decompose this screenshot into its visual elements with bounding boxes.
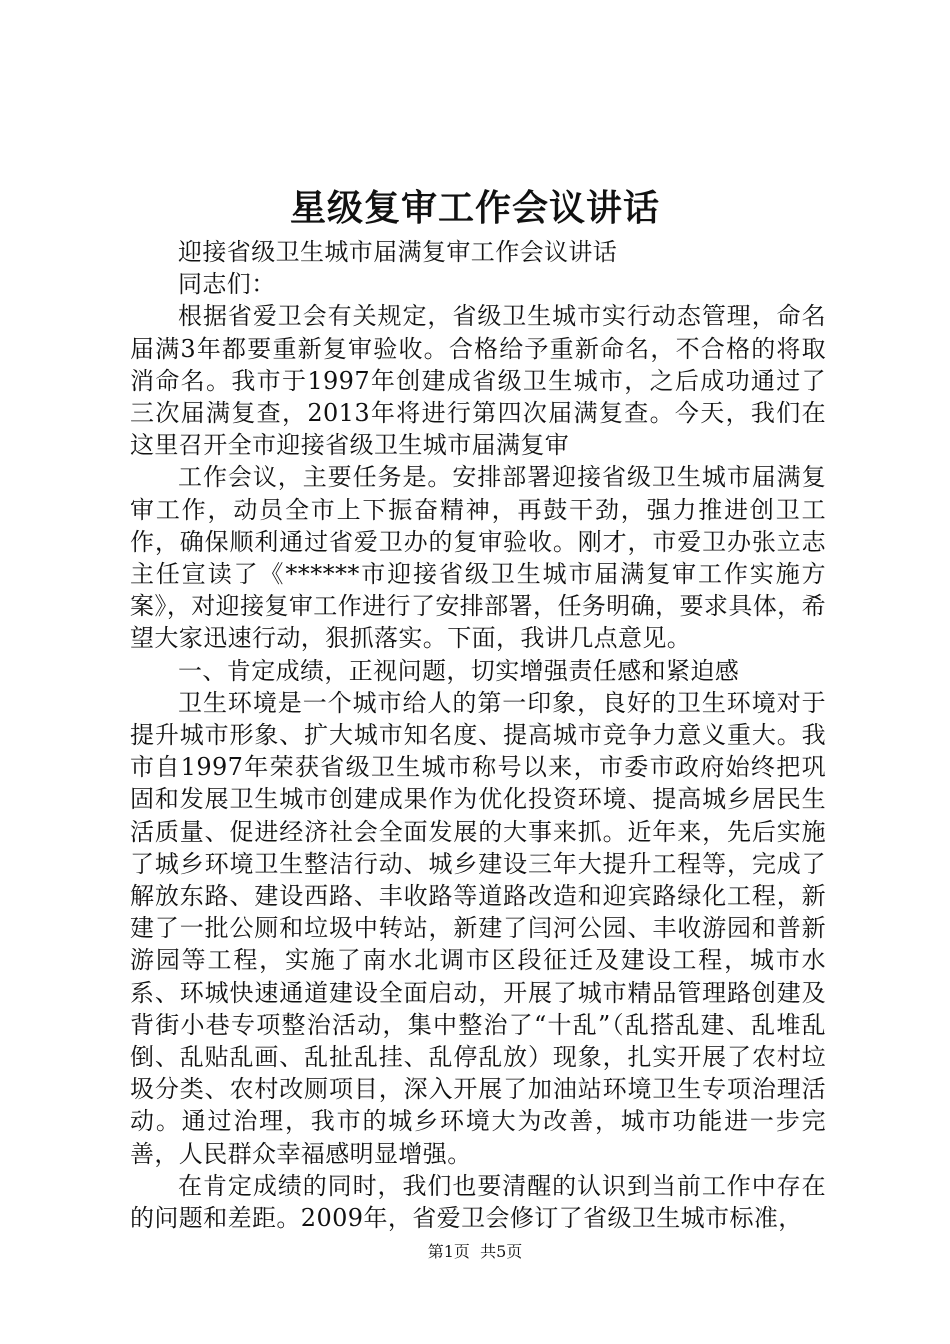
section-heading: 一、肯定成绩，正视问题，切实增强责任感和紧迫感: [178, 656, 740, 685]
body-paragraph: 卫生环境是一个城市给人的第一印象，良好的卫生环境对于提升城市形象、扩大城市知名度、提高城市竞争力意义重大。我市自1997年荣获省级卫生城市称号以来，市委市政府始终把巩固和发展卫生城市创建成果作为优化投资环境、提高城乡居民生活质量、促进经济社会全面发展的大事来抓。近年来，先后实施了城乡环境卫生整洁行动、城乡建设三年大提升工程等，完成了解放东路、建设西路、丰收路等道路改造和迎宾路绿化工程，新建了一批公厕和垃圾中转站，新建了闫河公园、丰收游园和普新游园等工程，实施了南水北调市区段征迁及建设工程，城市水系、环城快速通道建设全面启动，开展了城市精品管理路创建及背街小巷专项整治活动，集中整治了“十乱”（乱搭乱建、乱堆乱倒、乱贴乱画、乱扯乱挂、乱停乱放）现象，扎实开展了农村垃圾分类、农村改厕项目，深入开展了加油站环境卫生专项治理活动。通过治理，我市的城乡环境大为改善，城市功能进一步完善，人民群众幸福感明显增强。: [130, 688, 826, 1168]
page-number: 第1页: [427, 1242, 470, 1261]
body-paragraph: 根据省爱卫会有关规定，省级卫生城市实行动态管理，命名届满3年都要重新复审验收。合格给予重新命名，不合格的将取消命名。我市于1997年创建成省级卫生城市，之后成功通过了三次届满复查，2013年将进行第四次届满复查。今天，我们在这里召开全市迎接省级卫生城市届满复审: [130, 302, 826, 460]
page-total: 共5页: [480, 1242, 523, 1261]
body-paragraph: 工作会议，主要任务是。安排部署迎接省级卫生城市届满复审工作，动员全市上下振奋精神，再鼓干劲，强力推进创卫工作，确保顺利通过省爱卫办的复审验收。刚才，市爱卫办张立志主任宣读了《******市迎接省级卫生城市届满复审工作实施方案》，对迎接复审工作进行了安排部署，任务明确，要求具体，希望大家迅速行动，狠抓落实。下面，我讲几点意见。: [130, 463, 826, 653]
subtitle-paragraph: 迎接省级卫生城市届满复审工作会议讲话: [178, 238, 618, 266]
page-footer: [0, 1241, 950, 1263]
document-body: [130, 236, 826, 1234]
body-paragraph: 在肯定成绩的同时，我们也要清醒的认识到当前工作中存在的问题和差距。2009年，省爱卫会修订了省级卫生城市标准，: [130, 1171, 826, 1233]
salutation-paragraph: 同志们：: [178, 270, 276, 299]
document-title: 星级复审工作会议讲话: [289, 187, 660, 229]
